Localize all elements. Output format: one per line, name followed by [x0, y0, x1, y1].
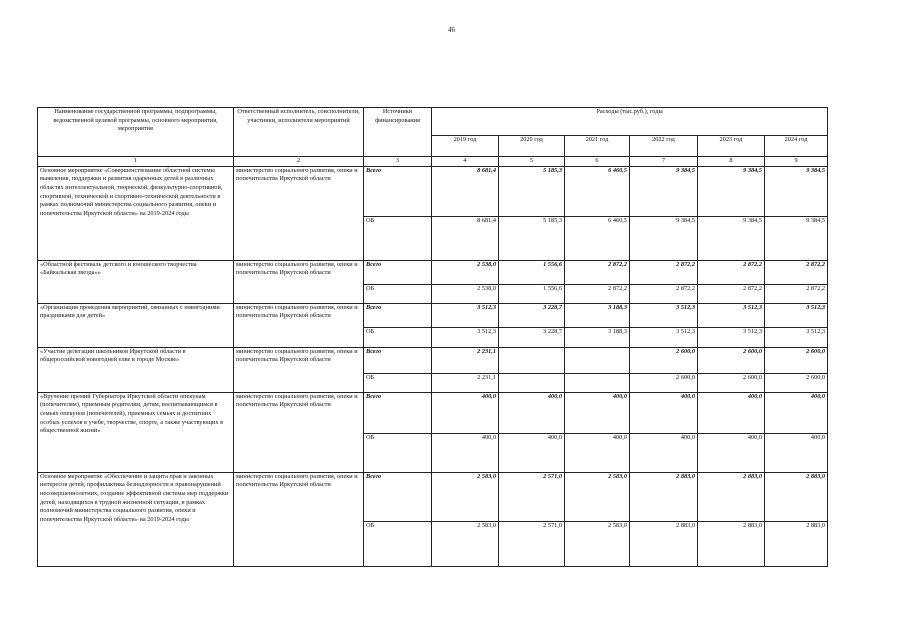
ob-value: 9 384,5: [765, 216, 828, 260]
ob-value: 2 883,0: [698, 521, 765, 566]
total-value: 5 185,3: [499, 166, 565, 216]
total-value: 2 583,0: [432, 472, 499, 521]
header-executor: Ответственный исполнитель, соисполнители, участники, исполнители мероприятий: [234, 108, 364, 157]
total-value: 2 600,0: [630, 347, 698, 373]
column-number: 9: [765, 157, 828, 167]
source-ob: ОБ: [364, 433, 432, 472]
column-number: 3: [364, 157, 432, 167]
table-row: [38, 303, 828, 327]
row-name: «Организация проведения мероприятий, связанных с новогодними праздниками для детей»: [38, 303, 234, 347]
total-value: 3 228,7: [499, 303, 565, 327]
total-value: 2 872,2: [698, 260, 765, 284]
total-value: 2 883,0: [765, 472, 828, 521]
total-value: 2 600,0: [698, 347, 765, 373]
source-ob: ОБ: [364, 373, 432, 392]
total-value: 2 600,0: [765, 347, 828, 373]
ob-value: 2 231,1: [432, 373, 499, 392]
ob-value: 3 512,3: [432, 327, 499, 347]
header-year: 2021 год: [565, 136, 630, 157]
total-value: 2 872,2: [765, 260, 828, 284]
ob-value: 9 384,5: [630, 216, 698, 260]
total-value: 3 512,3: [698, 303, 765, 327]
source-total: Всего: [364, 472, 432, 521]
row-name: Основное мероприятие «Совершенствование областной системы выявления, поддержки и развития одаренных детей в различных областях интеллектуальной, творческой, физкультурно-спортивной, спортивной, технической и спортивно-технической деятельности в рамках полномочий министерства социального развития, опеки и попечительства Иркутской области» на 2019-2024 годы: [38, 166, 234, 260]
total-value: 2 883,0: [698, 472, 765, 521]
source-total: Всего: [364, 260, 432, 284]
source-ob: ОБ: [364, 521, 432, 566]
ob-value: 400,0: [565, 433, 630, 472]
ob-value: 2 583,0: [432, 521, 499, 566]
ob-value: 2 883,0: [765, 521, 828, 566]
ob-value: 3 512,3: [630, 327, 698, 347]
row-executor: министерство социального развития, опеки и попечительства Иркутской области: [234, 303, 364, 347]
ob-value: 400,0: [499, 433, 565, 472]
total-value: 2 538,0: [432, 260, 499, 284]
row-executor: министерство социального развития, опеки и попечительства Иркутской области: [234, 166, 364, 260]
row-executor: министерство социального развития, опеки и попечительства Иркутской области: [234, 392, 364, 472]
header-expenses: Расходы (тыс.руб.), годы: [432, 108, 828, 136]
row-executor: министерство социального развития, опеки и попечительства Иркутской области: [234, 472, 364, 566]
header-source: Источники финансирования: [364, 108, 432, 157]
row-executor: министерство социального развития, опеки и попечительства Иркутской области: [234, 347, 364, 392]
ob-value: 400,0: [630, 433, 698, 472]
column-numbers-row: [38, 157, 828, 167]
ob-value: 400,0: [698, 433, 765, 472]
total-value: 400,0: [765, 392, 828, 433]
ob-value: 2 538,0: [432, 284, 499, 303]
ob-value: 2 600,0: [630, 373, 698, 392]
budget-table: [37, 107, 828, 567]
header-year: 2022 год: [630, 136, 698, 157]
ob-value: 3 188,3: [565, 327, 630, 347]
ob-value: 2 600,0: [765, 373, 828, 392]
source-total: Всего: [364, 303, 432, 327]
ob-value: 2 872,2: [765, 284, 828, 303]
column-number: 5: [499, 157, 565, 167]
ob-value: 2 571,0: [499, 521, 565, 566]
column-number: 2: [234, 157, 364, 167]
table-row: [38, 472, 828, 521]
header-year: 2023 год: [698, 136, 765, 157]
total-value: 400,0: [630, 392, 698, 433]
column-number: 1: [38, 157, 234, 167]
ob-value: 3 228,7: [499, 327, 565, 347]
row-name: Основное мероприятие «Обеспечение и защита прав и законных интересов детей, профилактика безнадзорности и правонарушений несовершеннолетних, создание эффективной системы мер поддержки детей, находящихся в трудной жизненной ситуации, в рамках полномочий министерства социального развития, опеки и попечительства Иркутской области» на 2019-2024 годы: [38, 472, 234, 566]
column-number: 8: [698, 157, 765, 167]
table-row: [38, 260, 828, 284]
total-value: 9 384,5: [630, 166, 698, 216]
total-value: 6 460,5: [565, 166, 630, 216]
total-value: 9 384,5: [765, 166, 828, 216]
header-name: Наименование государственной программы, подпрограммы, ведомственной целевой программы, основного мероприятия, мероприятия: [38, 108, 234, 157]
ob-value: 9 384,5: [698, 216, 765, 260]
table-row: [38, 392, 828, 433]
total-value: 400,0: [432, 392, 499, 433]
total-value: 400,0: [565, 392, 630, 433]
header-year: 2019 год: [432, 136, 499, 157]
table-row: [38, 347, 828, 373]
source-ob: ОБ: [364, 216, 432, 260]
column-number: 4: [432, 157, 499, 167]
ob-value: 5 185,3: [499, 216, 565, 260]
total-value: 9 384,5: [698, 166, 765, 216]
column-number: 6: [565, 157, 630, 167]
total-value: 2 571,0: [499, 472, 565, 521]
total-value: [565, 347, 630, 373]
header-year: 2024 год: [765, 136, 828, 157]
ob-value: 2 872,2: [565, 284, 630, 303]
total-value: [499, 347, 565, 373]
ob-value: 400,0: [432, 433, 499, 472]
ob-value: 2 583,0: [565, 521, 630, 566]
table-row: [38, 166, 828, 216]
total-value: 2 231,1: [432, 347, 499, 373]
total-value: 2 872,2: [630, 260, 698, 284]
header-year: 2020 год: [499, 136, 565, 157]
column-number: 7: [630, 157, 698, 167]
total-value: 3 188,3: [565, 303, 630, 327]
source-total: Всего: [364, 347, 432, 373]
total-value: 8 681,4: [432, 166, 499, 216]
ob-value: 3 512,3: [765, 327, 828, 347]
ob-value: 2 600,0: [698, 373, 765, 392]
total-value: 2 872,2: [565, 260, 630, 284]
ob-value: 2 872,2: [630, 284, 698, 303]
row-name: «Областной фестиваль детского и юношеского творчества «Байкальская звезда»»: [38, 260, 234, 303]
page-number: 46: [448, 26, 455, 34]
source-total: Всего: [364, 166, 432, 216]
ob-value: 8 681,4: [432, 216, 499, 260]
total-value: 3 512,3: [765, 303, 828, 327]
total-value: 3 512,3: [432, 303, 499, 327]
total-value: 3 512,3: [630, 303, 698, 327]
ob-value: 3 512,3: [698, 327, 765, 347]
ob-value: 1 556,6: [499, 284, 565, 303]
total-value: 400,0: [698, 392, 765, 433]
ob-value: [565, 373, 630, 392]
ob-value: 6 460,5: [565, 216, 630, 260]
total-value: 2 583,0: [565, 472, 630, 521]
total-value: 400,0: [499, 392, 565, 433]
source-total: Всего: [364, 392, 432, 433]
total-value: 1 556,6: [499, 260, 565, 284]
ob-value: [499, 373, 565, 392]
row-executor: министерство социального развития, опеки и попечительства Иркутской области: [234, 260, 364, 303]
row-name: «Участие делегации школьников Иркутской области в общероссийской новогодней елке в городе Москве»: [38, 347, 234, 392]
total-value: 2 883,0: [630, 472, 698, 521]
ob-value: 2 883,0: [630, 521, 698, 566]
ob-value: 400,0: [765, 433, 828, 472]
row-name: «Вручение премий Губернатора Иркутской области опекунам (попечителям), приемным родителям, детям, воспитывающимся в семьях опекунов (попечителей), приемных семьях и достигших особых успехов в учебе, творчестве, спорте, а также участвующих в общественной жизни»: [38, 392, 234, 472]
source-ob: ОБ: [364, 327, 432, 347]
ob-value: 2 872,2: [698, 284, 765, 303]
source-ob: ОБ: [364, 284, 432, 303]
